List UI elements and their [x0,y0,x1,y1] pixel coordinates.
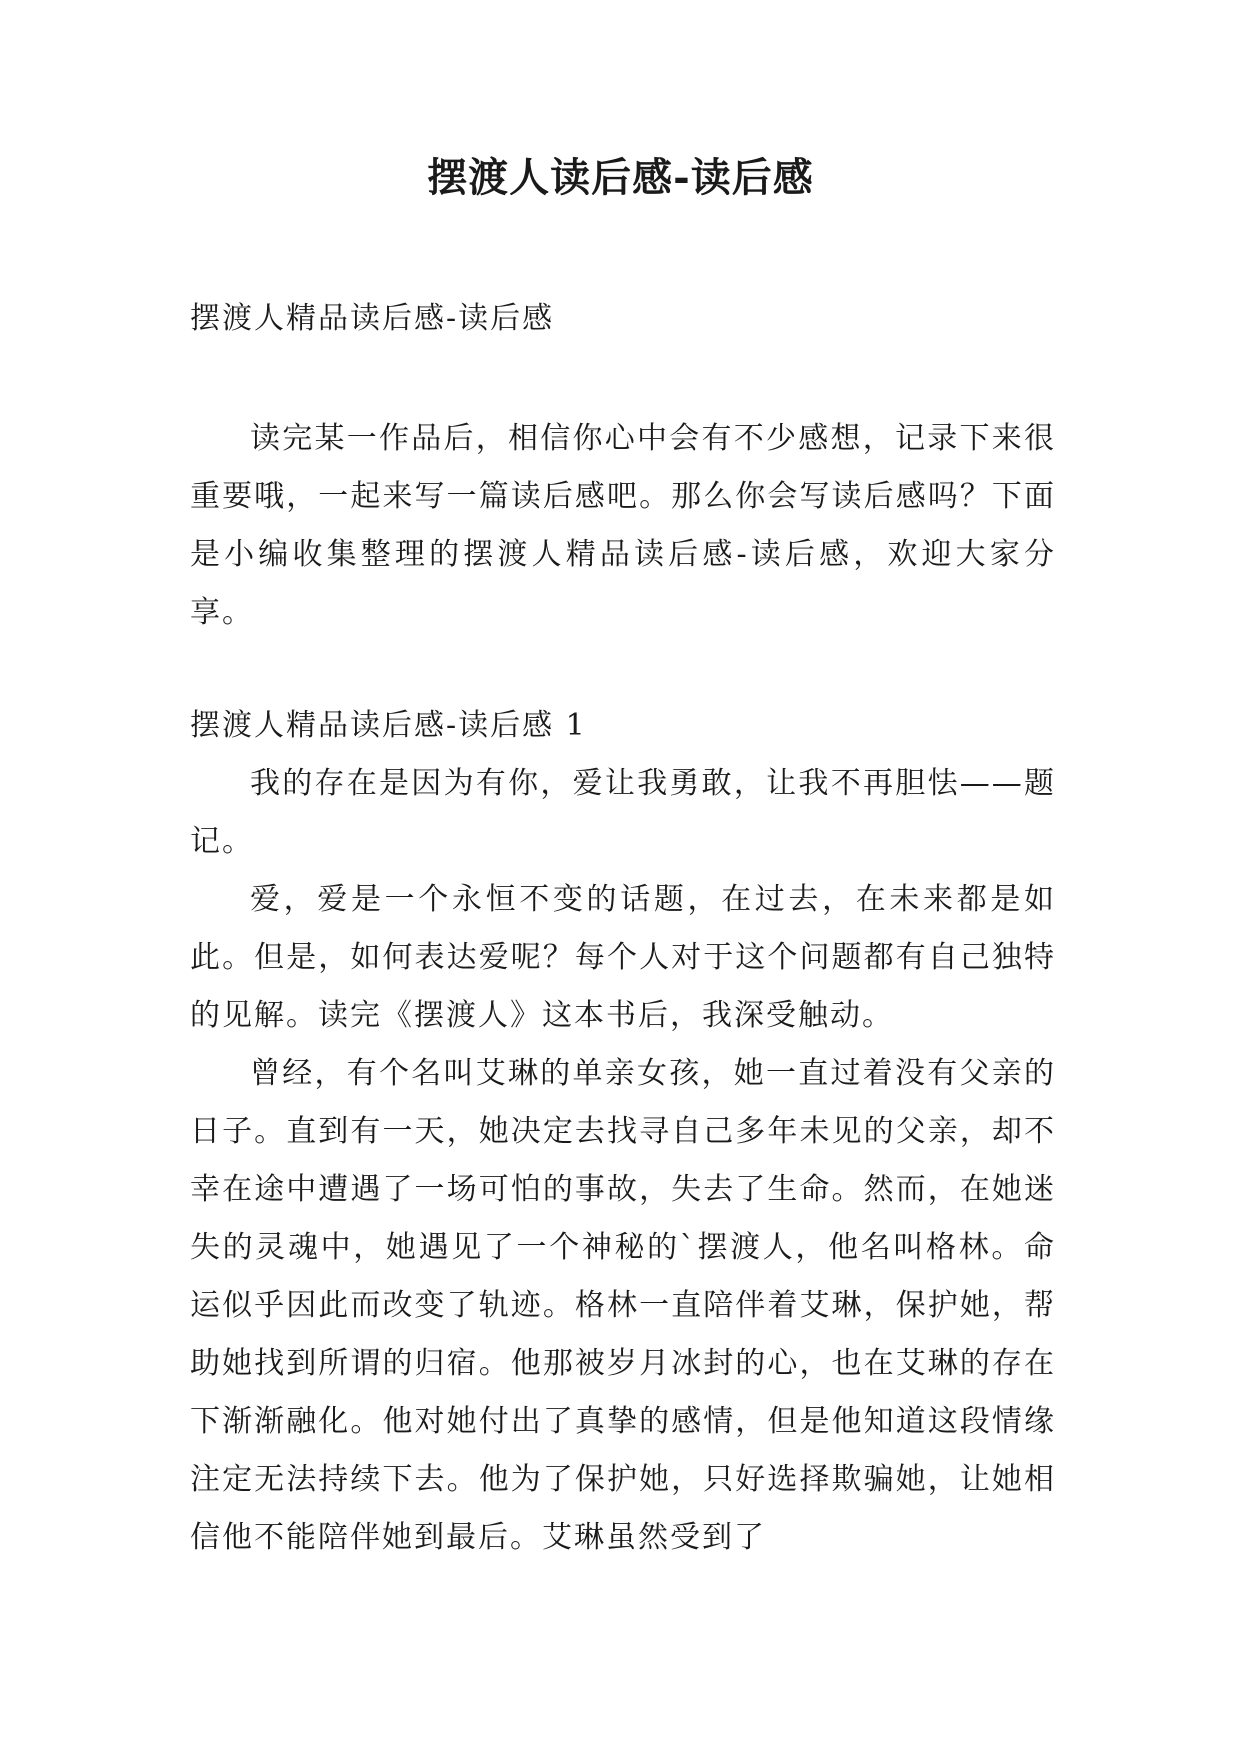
section-title: 摆渡人精品读后感-读后感 1 [190,708,587,743]
body-paragraph: 爱，爱是一个永恒不变的话题，在过去，在未来都是如此。但是，如何表达爱呢？每个人对于这个问题都有自己独特的见解。读完《摆渡人》这本书后，我深受触动。 [190,882,1056,1033]
document-subtitle: 摆渡人精品读后感-读后感 [190,301,555,336]
body-paragraph: 曾经，有个名叫艾琳的单亲女孩，她一直过着没有父亲的日子。直到有一天，她决定去找寻自己多年未见的父亲，却不幸在途中遭遇了一场可怕的事故，失去了生命。然而，在她迷失的灵魂中，她遇见了一个神秘的`摆渡人，他名叫格林。命运似乎因此而改变了轨迹。格林一直陪伴着艾琳，保护她，帮助她找到所谓的归宿。他那被岁月冰封的心，也在艾琳的存在下渐渐融化。他对她付出了真挚的感情，但是他知道这段情缘注定无法持续下去。他为了保护她，只好选择欺骗她，让她相信他不能陪伴她到最后。艾琳虽然受到了 [190,1056,1056,1555]
section-body [190,755,1056,1567]
intro-paragraph: 读完某一作品后，相信你心中会有不少感想，记录下来很重要哦，一起来写一篇读后感吧。那么你会写读后感吗？下面是小编收集整理的摆渡人精品读后感-读后感，欢迎大家分享。 [190,421,1056,630]
body-paragraph: 我的存在是因为有你，爱让我勇敢，让我不再胆怯——题记。 [190,766,1056,859]
document-title: 摆渡人读后感-读后感 [427,154,814,201]
